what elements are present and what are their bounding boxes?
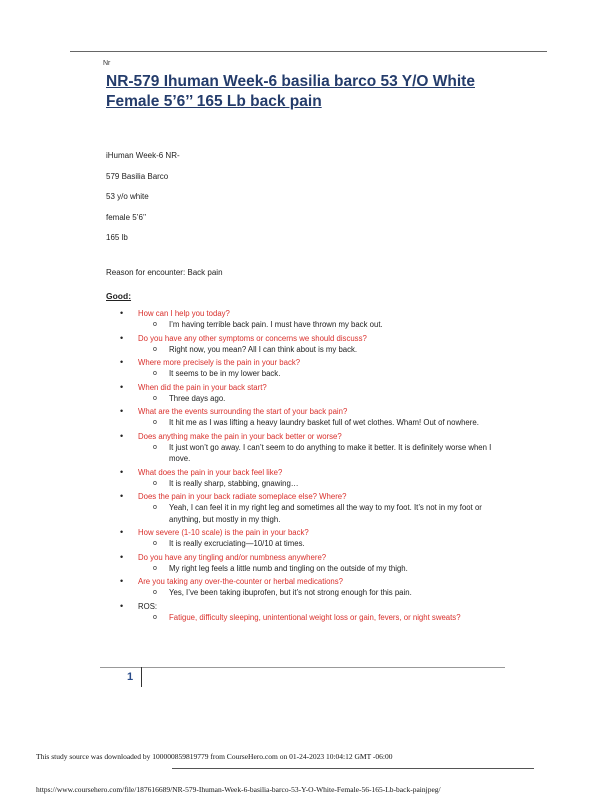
answer: o It is really excruciating—10/10 at times. — [0, 538, 606, 550]
list-item — [0, 406, 606, 429]
answer: o Right now, you mean? All I can think about is my back. — [0, 344, 606, 356]
answer: o Yeah, I can feel it in my right leg and sometimes all the way to my foot. It’s not in my foot or anything, but mostly in my thigh. — [0, 502, 606, 525]
question: • How severe (1-10 scale) is the pain in your back? — [0, 527, 606, 538]
footer-rule — [172, 768, 534, 769]
header-tag: Nr — [103, 60, 111, 67]
list-item — [0, 467, 606, 490]
info-line: female 5’6’’ — [106, 212, 147, 222]
question: • Do you have any other symptoms or concerns we should discuss? — [0, 333, 606, 344]
question: • When did the pain in your back start? — [0, 382, 606, 393]
page-number-rule — [100, 667, 505, 668]
list-item — [0, 431, 606, 465]
source-url[interactable]: https://www.coursehero.com/file/187616689/NR-579-Ihuman-Week-6-basilia-barco-53-Y-O-White-Female-56-165-Lb-back-painjpeg/ — [36, 785, 441, 794]
info-line: iHuman Week-6 NR- — [106, 151, 180, 160]
question: • What are the events surrounding the start of your back pain? — [0, 406, 606, 417]
ros-question: o Fatigue, difficulty sleeping, unintentional weight loss or gain, fevers, or night sweats? — [0, 612, 606, 624]
download-note: This study source was downloaded by 100000859819779 from CourseHero.com on 01-24-2023 10:04:12 GMT -06:00 — [36, 752, 393, 761]
list-item — [0, 491, 606, 525]
page-number: 1 — [127, 671, 134, 683]
info-line: 53 y/o white — [106, 192, 149, 201]
list-item — [0, 333, 606, 356]
question: • Does anything make the pain in your back better or worse? — [0, 431, 606, 442]
patient-info — [106, 151, 180, 254]
answer: o Three days ago. — [0, 393, 606, 405]
document-title[interactable]: NR-579 Ihuman Week-6 basilia barco 53 Y/O White Female 5’6’’ 165 Lb back pain — [106, 73, 475, 110]
answer: o I’m having terrible back pain. I must have thrown my back out. — [0, 319, 606, 331]
qa-list — [0, 308, 606, 625]
info-line: 165 lb — [106, 233, 128, 242]
list-item — [0, 382, 606, 405]
answer: o My right leg feels a little numb and tingling on the outside of my thigh. — [0, 563, 606, 575]
ros-label: • ROS: — [0, 601, 606, 612]
answer: o It is really sharp, stabbing, gnawing… — [0, 478, 606, 490]
reason-for-encounter: Reason for encounter: Back pain — [106, 268, 223, 277]
list-item — [0, 576, 606, 599]
list-item — [0, 308, 606, 331]
question: • Are you taking any over-the-counter or herbal medications? — [0, 576, 606, 587]
page-number-divider — [141, 667, 142, 687]
answer: o It hit me as I was lifting a heavy laundry basket full of wet clothes. Wham! Out of nowhere. — [0, 417, 606, 429]
list-item — [0, 357, 606, 380]
section-heading: Good: — [106, 291, 132, 301]
question: • What does the pain in your back feel like? — [0, 467, 606, 478]
answer: o Yes, I’ve been taking ibuprofen, but it’s not strong enough for this pain. — [0, 587, 606, 599]
info-line: 579 Basilia Barco — [106, 171, 169, 181]
question: • Does the pain in your back radiate someplace else? Where? — [0, 491, 606, 502]
question: • How can I help you today? — [0, 308, 606, 319]
ros-item — [0, 601, 606, 624]
top-rule — [70, 51, 547, 52]
answer: o It seems to be in my lower back. — [0, 368, 606, 380]
question: • Where more precisely is the pain in your back? — [0, 357, 606, 368]
answer: o It just won’t go away. I can’t seem to do anything to make it better. It is definitely worse when I move. — [0, 442, 606, 465]
list-item — [0, 552, 606, 575]
question: • Do you have any tingling and/or numbness anywhere? — [0, 552, 606, 563]
list-item — [0, 527, 606, 550]
